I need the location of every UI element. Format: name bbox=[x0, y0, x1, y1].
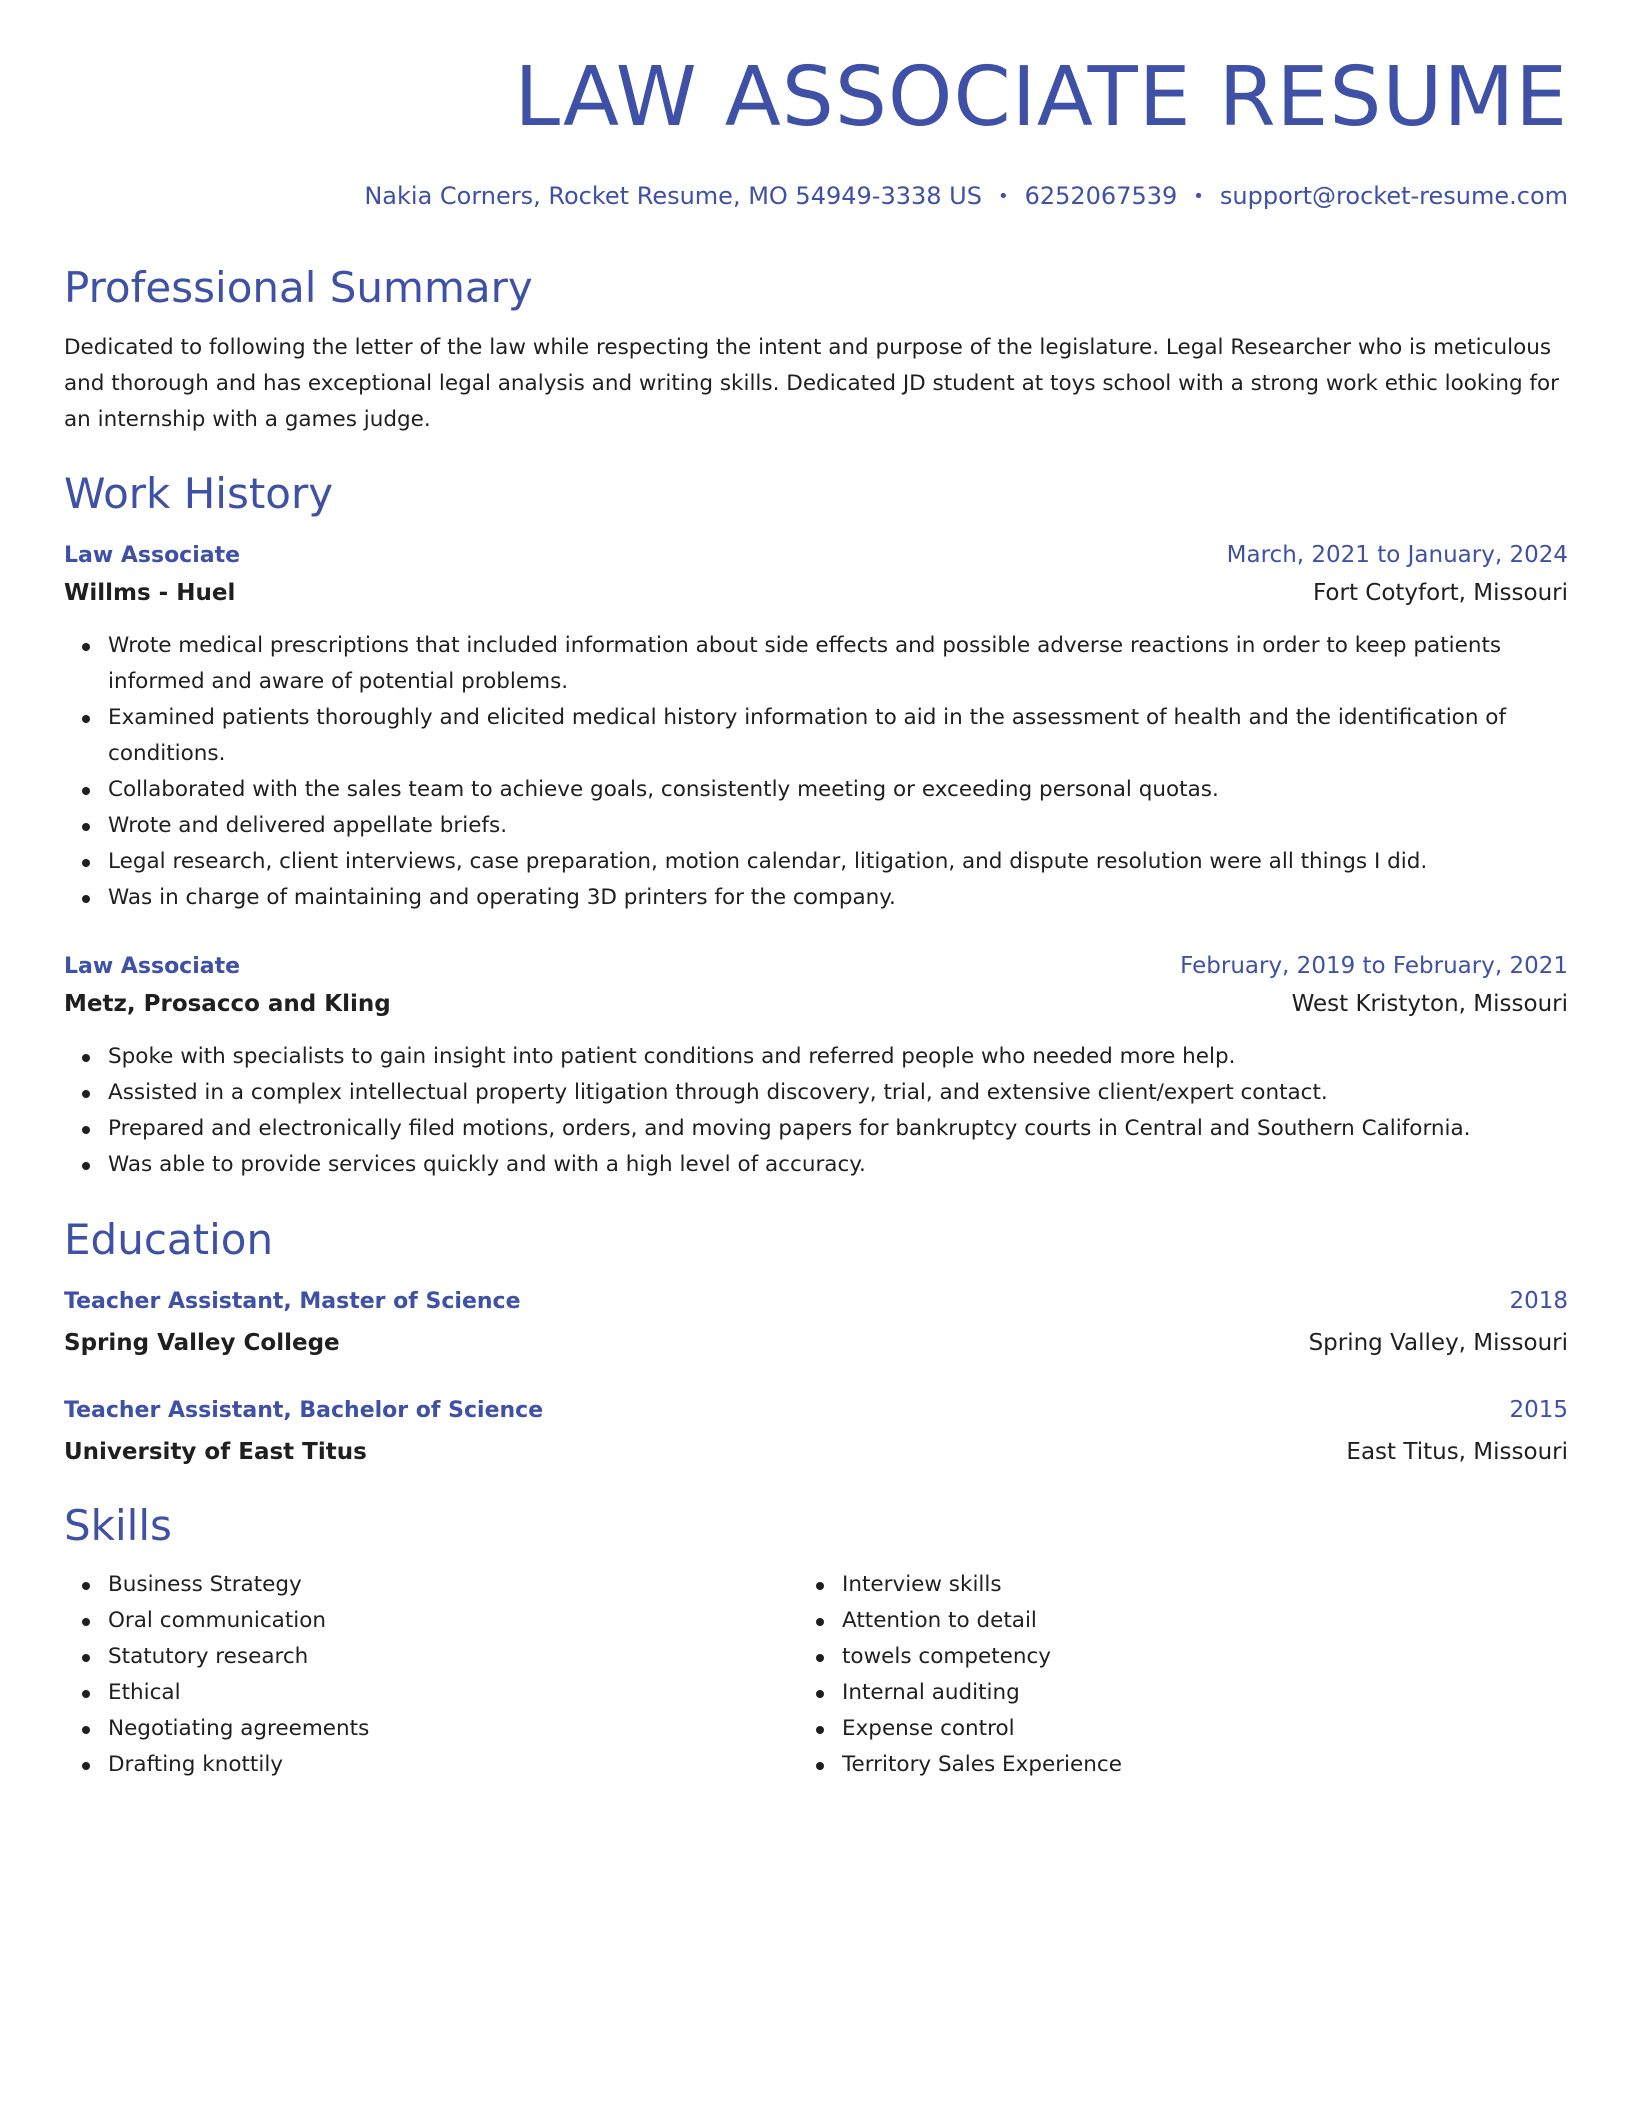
education-school-row bbox=[64, 1324, 1568, 1362]
job-dates: February, 2019 to February, 2021 bbox=[1180, 953, 1568, 979]
list-item: Was able to provide services quickly and with a high level of accuracy. bbox=[108, 1147, 1568, 1183]
education-degree: Teacher Assistant, Master of Science bbox=[64, 1289, 521, 1314]
summary-heading: Professional Summary bbox=[64, 263, 533, 312]
contact-separator: • bbox=[997, 186, 1009, 207]
list-item: Drafting knottily bbox=[108, 1747, 816, 1783]
list-item: Oral communication bbox=[108, 1603, 816, 1639]
contact-phone: 6252067539 bbox=[1024, 182, 1178, 210]
education-degree-row bbox=[64, 1392, 1568, 1429]
contact-address: Nakia Corners, Rocket Resume, MO 54949-3338 US bbox=[364, 182, 982, 210]
job-title-row bbox=[64, 537, 1568, 574]
list-item: Internal auditing bbox=[842, 1675, 1568, 1711]
education-entry bbox=[64, 1392, 1568, 1471]
education-location: Spring Valley, Missouri bbox=[1308, 1330, 1568, 1356]
job-duties-list bbox=[64, 1039, 1568, 1183]
summary-text: Dedicated to following the letter of the law while respecting the intent and purpose of the legislature. Legal Researcher who is meticulous and thorough and has exceptional legal analysis and writing skills. Dedicated JD student at toys school with a strong work ethic looking for an internship with a games judge. bbox=[64, 335, 1559, 432]
education-location: East Titus, Missouri bbox=[1346, 1439, 1568, 1465]
resume-title: LAW ASSOCIATE RESUME bbox=[514, 50, 1568, 145]
list-item: Statutory research bbox=[108, 1639, 816, 1675]
education-school-row bbox=[64, 1433, 1568, 1471]
list-item: Negotiating agreements bbox=[108, 1711, 816, 1747]
education-entry bbox=[64, 1283, 1568, 1362]
work-history-heading: Work History bbox=[64, 469, 334, 518]
job-title: Law Associate bbox=[64, 543, 241, 568]
list-item: Collaborated with the sales team to achieve goals, consistently meeting or exceeding personal quotas. bbox=[108, 772, 1568, 808]
list-item: Wrote medical prescriptions that included information about side effects and possible adverse reactions in order to keep patients informed and aware of potential problems. bbox=[108, 628, 1568, 700]
education-degree: Teacher Assistant, Bachelor of Science bbox=[64, 1398, 544, 1423]
list-item: Interview skills bbox=[842, 1567, 1568, 1603]
job-employer-row bbox=[64, 574, 1568, 612]
job-employer: Metz, Prosacco and Kling bbox=[64, 991, 391, 1017]
list-item: Examined patients thoroughly and elicited medical history information to aid in the assessment of health and the identification of conditions. bbox=[108, 700, 1568, 772]
contact-email: support@rocket-resume.com bbox=[1219, 182, 1568, 210]
list-item: Assisted in a complex intellectual property litigation through discovery, trial, and extensive client/expert contact. bbox=[108, 1075, 1568, 1111]
list-item: Spoke with specialists to gain insight into patient conditions and referred people who needed more help. bbox=[108, 1039, 1568, 1075]
list-item: Attention to detail bbox=[842, 1603, 1568, 1639]
list-item: Legal research, client interviews, case preparation, motion calendar, litigation, and dispute resolution were all things I did. bbox=[108, 844, 1568, 880]
list-item: Ethical bbox=[108, 1675, 816, 1711]
job-duties-list bbox=[64, 628, 1568, 916]
education-heading: Education bbox=[64, 1215, 274, 1264]
contact-separator: • bbox=[1193, 186, 1204, 207]
list-item: Prepared and electronically filed motions, orders, and moving papers for bankruptcy courts in Central and Southern California. bbox=[108, 1111, 1568, 1147]
job-location: Fort Cotyfort, Missouri bbox=[1313, 580, 1568, 606]
job-entry bbox=[64, 948, 1568, 1183]
job-title-row bbox=[64, 948, 1568, 985]
education-year: 2015 bbox=[1509, 1397, 1568, 1423]
list-item: Was in charge of maintaining and operating 3D printers for the company. bbox=[108, 880, 1568, 916]
skills-column-left bbox=[64, 1567, 816, 1783]
education-school: University of East Titus bbox=[64, 1439, 367, 1465]
skills-right-list bbox=[816, 1567, 1568, 1783]
skills-heading: Skills bbox=[64, 1501, 172, 1550]
education-year: 2018 bbox=[1509, 1288, 1568, 1314]
list-item: Territory Sales Experience bbox=[842, 1747, 1568, 1783]
list-item: Expense control bbox=[842, 1711, 1568, 1747]
education-degree-row bbox=[64, 1283, 1568, 1320]
list-item: Wrote and delivered appellate briefs. bbox=[108, 808, 1568, 844]
list-item: Business Strategy bbox=[108, 1567, 816, 1603]
job-title: Law Associate bbox=[64, 954, 241, 979]
job-employer-row bbox=[64, 985, 1568, 1023]
job-location: West Kristyton, Missouri bbox=[1291, 991, 1568, 1017]
job-entry bbox=[64, 537, 1568, 916]
skills-list bbox=[64, 1567, 1568, 1783]
education-school: Spring Valley College bbox=[64, 1330, 340, 1356]
job-employer: Willms - Huel bbox=[64, 580, 236, 606]
skills-column-right bbox=[816, 1567, 1568, 1783]
list-item: towels competency bbox=[842, 1639, 1568, 1675]
skills-left-list bbox=[64, 1567, 816, 1783]
contact-line bbox=[364, 180, 1568, 213]
job-dates: March, 2021 to January, 2024 bbox=[1226, 542, 1568, 568]
